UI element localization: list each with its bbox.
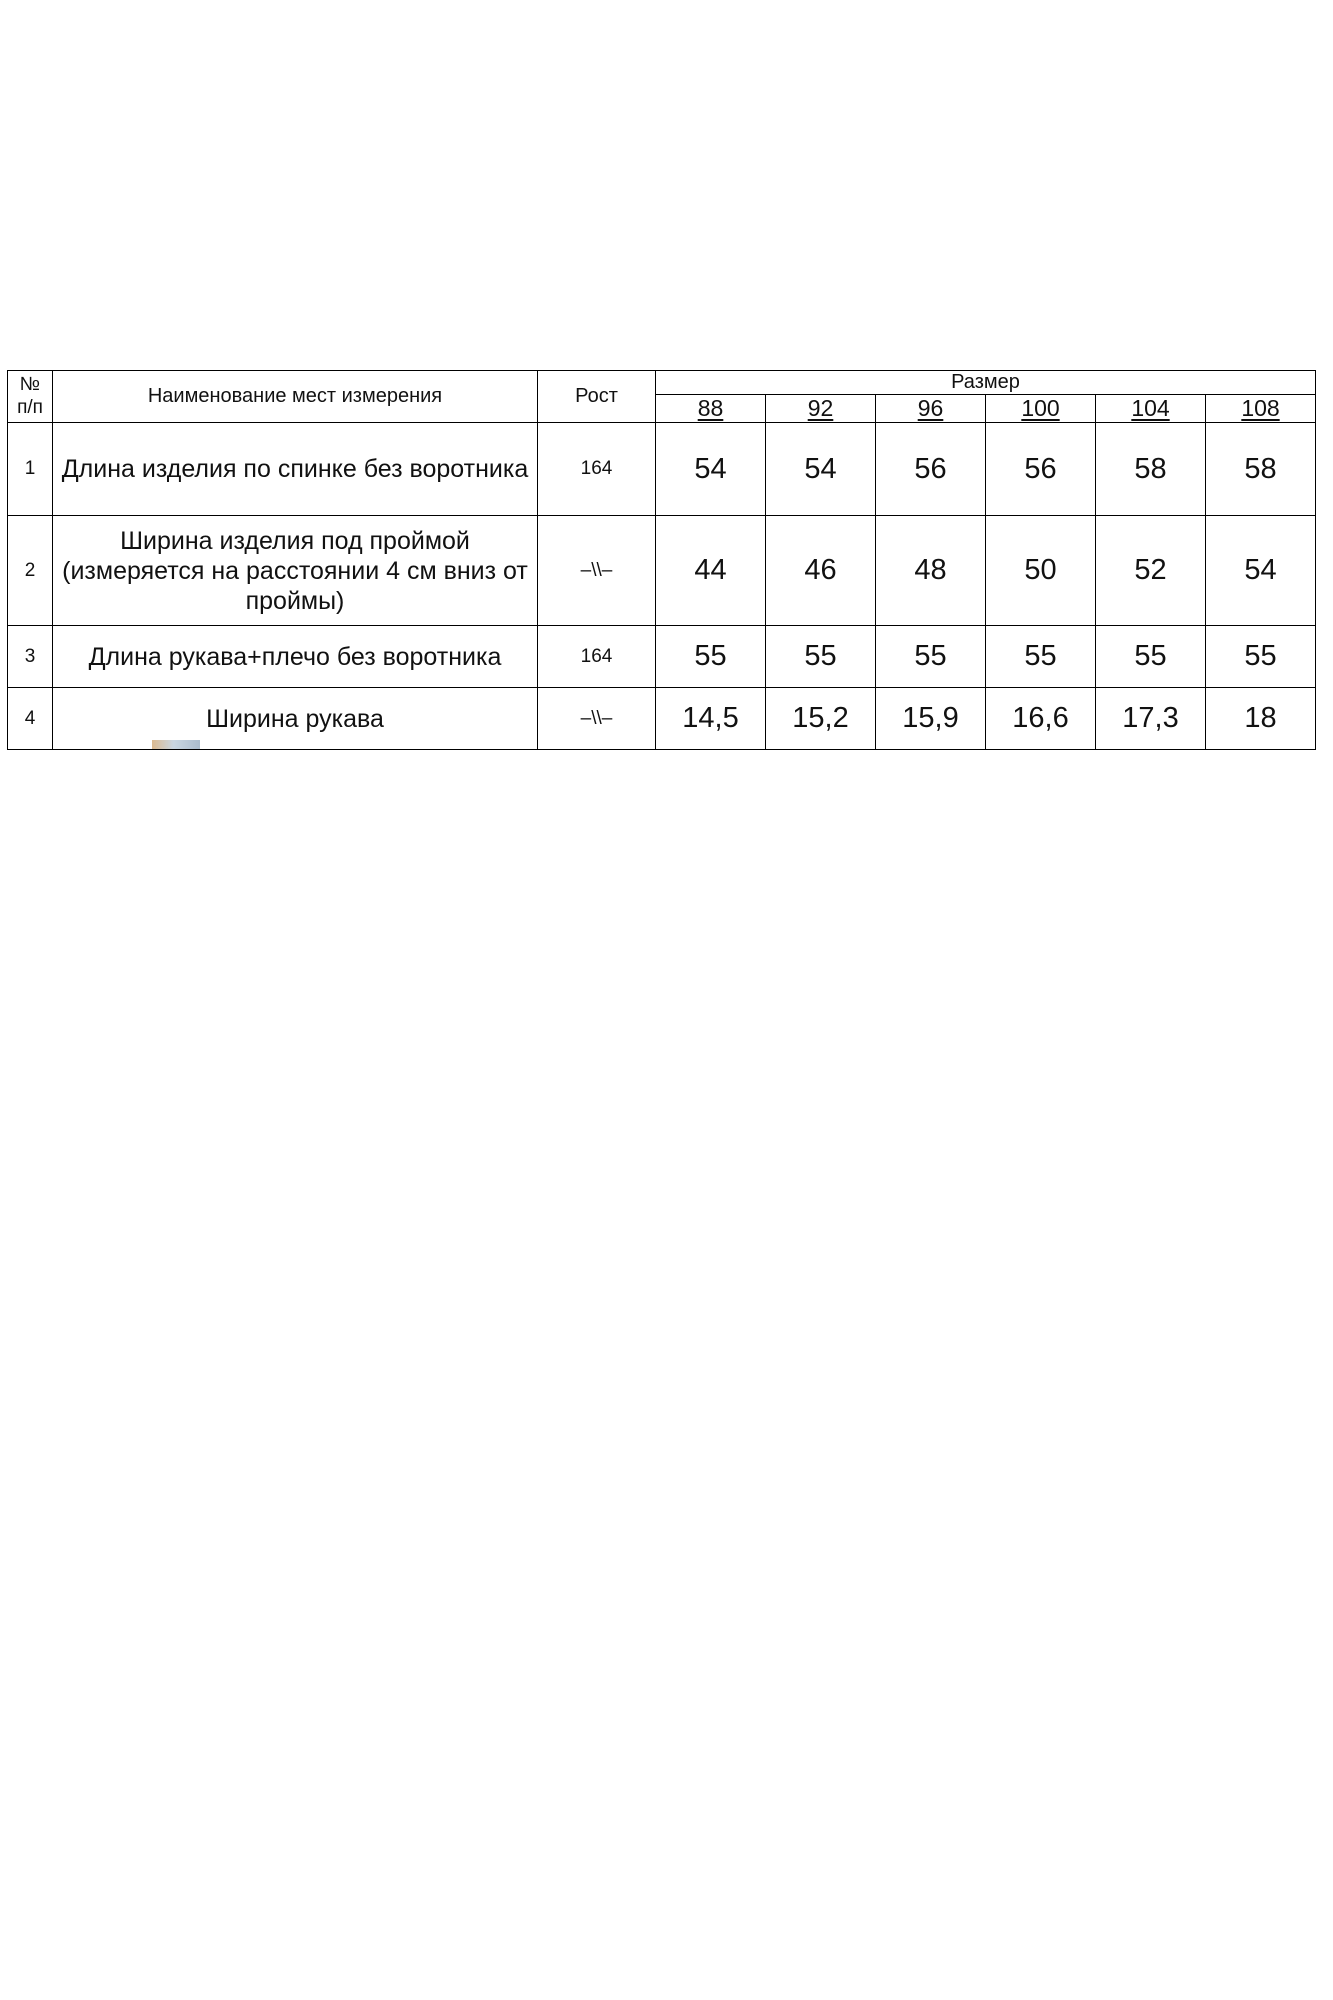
header-size-100-label: 100 <box>1021 395 1060 421</box>
row-2-value-96: 48 <box>876 516 986 626</box>
row-4-value-104: 17,3 <box>1096 688 1206 750</box>
row-2-value-108: 54 <box>1206 516 1316 626</box>
row-3-value-92: 55 <box>766 626 876 688</box>
header-row-number-line2: п/п <box>17 396 43 418</box>
row-4-value-96: 15,9 <box>876 688 986 750</box>
table-header-row-group <box>8 371 1316 395</box>
header-size-96-label: 96 <box>917 395 944 421</box>
row-1-value-96: 56 <box>876 423 986 516</box>
row-4-value-92: 15,2 <box>766 688 876 750</box>
table-row <box>8 423 1316 516</box>
header-size-92-label: 92 <box>807 395 834 421</box>
row-1-value-88: 54 <box>656 423 766 516</box>
header-measurement-name: Наименование мест измерения <box>53 371 538 423</box>
row-3-value-100: 55 <box>986 626 1096 688</box>
row-2-name: Ширина изделия под проймой (измеряется на расстоянии 4 см вниз от проймы) <box>53 516 538 626</box>
row-2-value-104: 52 <box>1096 516 1206 626</box>
header-size-88-label: 88 <box>697 395 724 421</box>
header-size-96 <box>876 395 986 423</box>
row-2-value-92: 46 <box>766 516 876 626</box>
row-3-value-96: 55 <box>876 626 986 688</box>
table-row <box>8 688 1316 750</box>
row-1-height: 164 <box>538 423 656 516</box>
row-2-height: –\\– <box>538 516 656 626</box>
table-body <box>8 423 1316 750</box>
row-3-value-88: 55 <box>656 626 766 688</box>
row-3-value-108: 55 <box>1206 626 1316 688</box>
row-3-value-104: 55 <box>1096 626 1206 688</box>
size-table <box>7 370 1316 750</box>
row-1-value-100: 56 <box>986 423 1096 516</box>
row-2-number: 2 <box>8 516 53 626</box>
scan-artifact <box>152 740 200 749</box>
table-head <box>8 371 1316 423</box>
row-3-name: Длина рукава+плечо без воротника <box>53 626 538 688</box>
header-size-100 <box>986 395 1096 423</box>
row-4-number: 4 <box>8 688 53 750</box>
row-1-value-92: 54 <box>766 423 876 516</box>
row-3-height: 164 <box>538 626 656 688</box>
header-row-number <box>8 371 53 423</box>
row-1-value-108: 58 <box>1206 423 1316 516</box>
row-3-number: 3 <box>8 626 53 688</box>
header-size-92 <box>766 395 876 423</box>
row-1-value-104: 58 <box>1096 423 1206 516</box>
row-1-number: 1 <box>8 423 53 516</box>
row-2-value-88: 44 <box>656 516 766 626</box>
header-size-104-label: 104 <box>1131 395 1170 421</box>
header-size-104 <box>1096 395 1206 423</box>
header-size-108 <box>1206 395 1316 423</box>
header-height: Рост <box>538 371 656 423</box>
header-row-number-line1: № <box>19 374 41 396</box>
row-4-value-100: 16,6 <box>986 688 1096 750</box>
row-4-name: Ширина рукава <box>53 688 538 750</box>
header-size-108-label: 108 <box>1241 395 1280 421</box>
table-row <box>8 516 1316 626</box>
header-size-group: Размер <box>656 371 1316 395</box>
table-row <box>8 626 1316 688</box>
size-table-container <box>7 370 1317 750</box>
row-2-value-100: 50 <box>986 516 1096 626</box>
row-1-name: Длина изделия по спинке без воротника <box>53 423 538 516</box>
row-4-height: –\\– <box>538 688 656 750</box>
row-4-value-108: 18 <box>1206 688 1316 750</box>
header-size-88 <box>656 395 766 423</box>
row-4-value-88: 14,5 <box>656 688 766 750</box>
